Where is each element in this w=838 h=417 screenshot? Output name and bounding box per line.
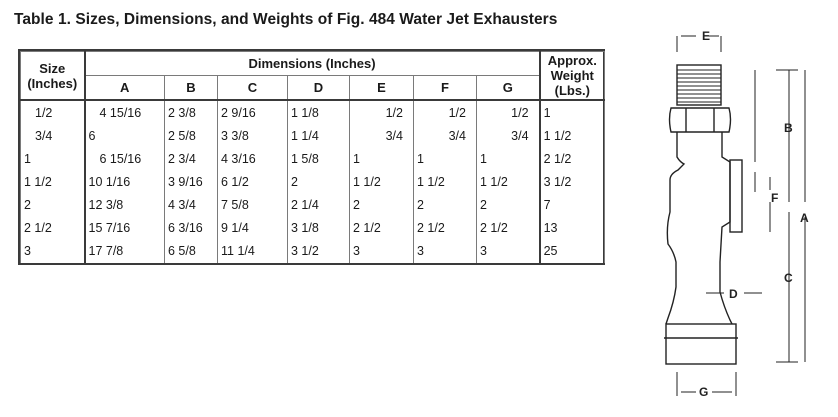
dimension-cell: 1 5/8	[288, 148, 350, 171]
weight-cell: 1 1/2	[540, 125, 605, 148]
dimension-cell: 9 1/4	[218, 217, 288, 240]
size-cell: 2	[21, 194, 85, 217]
dimension-cell: 1/2	[350, 100, 414, 124]
dimension-cell: 2 3/4	[165, 148, 218, 171]
dimension-cell: 2	[414, 194, 477, 217]
thread-lines	[677, 70, 721, 102]
size-cell: 2 1/2	[21, 217, 85, 240]
size-cell: 1	[21, 148, 85, 171]
dimension-cell: 3 1/2	[288, 240, 350, 263]
dimension-cell: 4 3/4	[165, 194, 218, 217]
table-title: Table 1. Sizes, Dimensions, and Weights of Fig. 484 Water Jet Exhausters	[14, 11, 558, 28]
dimension-cell: 3	[350, 240, 414, 263]
table-row	[21, 125, 605, 148]
size-cell: 3/4	[21, 125, 85, 148]
table-row	[21, 194, 605, 217]
dimension-cell: 1 1/2	[350, 171, 414, 194]
dimension-cell: 6 3/16	[165, 217, 218, 240]
dimension-cell: 2 1/2	[350, 217, 414, 240]
size-cell: 3	[21, 240, 85, 263]
column-header-c: C	[218, 76, 288, 101]
dimension-cell: 3/4	[414, 125, 477, 148]
exhauster-diagram	[640, 22, 838, 412]
table-row	[21, 171, 605, 194]
dimensions-header: Dimensions (Inches)	[85, 52, 540, 76]
dimension-cell: 1 1/4	[288, 125, 350, 148]
table-row	[21, 217, 605, 240]
hex-nut	[670, 108, 731, 132]
column-header-e: E	[350, 76, 414, 101]
dimension-cell: 3 1/8	[288, 217, 350, 240]
dimension-cell: 2 1/2	[477, 217, 540, 240]
dimension-cell: 3 9/16	[165, 171, 218, 194]
dimension-cell: 6 5/8	[165, 240, 218, 263]
dimension-cell: 2	[477, 194, 540, 217]
label-f: F	[771, 191, 779, 205]
table-row	[21, 148, 605, 171]
label-a: A	[800, 211, 809, 225]
table-row	[21, 240, 605, 263]
dimension-cell: 3	[414, 240, 477, 263]
dimension-cell: 1/2	[414, 100, 477, 124]
side-inlet	[730, 160, 742, 232]
size-header: Size (Inches)	[21, 52, 85, 101]
weight-cell: 1	[540, 100, 605, 124]
column-header-d: D	[288, 76, 350, 101]
dimension-cell: 1 1/2	[414, 171, 477, 194]
weight-cell: 3 1/2	[540, 171, 605, 194]
dimension-cell: 11 1/4	[218, 240, 288, 263]
dimension-cell: 10 1/16	[85, 171, 165, 194]
dimension-cell: 4 15/16	[85, 100, 165, 124]
dimension-cell: 1 1/8	[288, 100, 350, 124]
dimension-cell: 2 9/16	[218, 100, 288, 124]
label-e: E	[702, 29, 711, 43]
dimension-cell: 3/4	[477, 125, 540, 148]
label-d: D	[729, 287, 738, 301]
dimension-cell: 6	[85, 125, 165, 148]
dimension-cell: 1	[477, 148, 540, 171]
dimension-cell: 6 15/16	[85, 148, 165, 171]
dimension-cell: 2 1/4	[288, 194, 350, 217]
body-left-outline	[666, 132, 684, 324]
dimension-cell: 3/4	[350, 125, 414, 148]
dimension-cell: 2 5/8	[165, 125, 218, 148]
weight-header: Approx. Weight (Lbs.)	[540, 52, 605, 101]
dimension-cell: 1	[350, 148, 414, 171]
column-header-g: G	[477, 76, 540, 101]
dimension-cell: 7 5/8	[218, 194, 288, 217]
column-header-a: A	[85, 76, 165, 101]
dimension-cell: 2 3/8	[165, 100, 218, 124]
dimension-cell: 1/2	[477, 100, 540, 124]
dimension-cell: 2	[288, 171, 350, 194]
size-cell: 1 1/2	[21, 171, 85, 194]
dimensions-table	[18, 49, 605, 265]
dimension-cell: 2 1/2	[414, 217, 477, 240]
dimension-cell: 3 3/8	[218, 125, 288, 148]
column-header-b: B	[165, 76, 218, 101]
weight-cell: 13	[540, 217, 605, 240]
dimension-cell: 1 1/2	[477, 171, 540, 194]
dimension-cell: 15 7/16	[85, 217, 165, 240]
label-g: G	[699, 385, 709, 399]
label-c: C	[784, 271, 793, 285]
dimension-cell: 3	[477, 240, 540, 263]
size-cell: 1/2	[21, 100, 85, 124]
column-header-f: F	[414, 76, 477, 101]
dimension-cell: 6 1/2	[218, 171, 288, 194]
dimension-cell: 1	[414, 148, 477, 171]
bottom-flange	[666, 324, 736, 364]
table-row	[21, 100, 605, 124]
dimension-cell: 2	[350, 194, 414, 217]
weight-cell: 25	[540, 240, 605, 263]
weight-cell: 2 1/2	[540, 148, 605, 171]
threaded-pipe-end	[677, 65, 721, 105]
dimension-cell: 4 3/16	[218, 148, 288, 171]
label-b: B	[784, 121, 793, 135]
dimension-cell: 17 7/8	[85, 240, 165, 263]
dimension-cell: 12 3/8	[85, 194, 165, 217]
weight-cell: 7	[540, 194, 605, 217]
